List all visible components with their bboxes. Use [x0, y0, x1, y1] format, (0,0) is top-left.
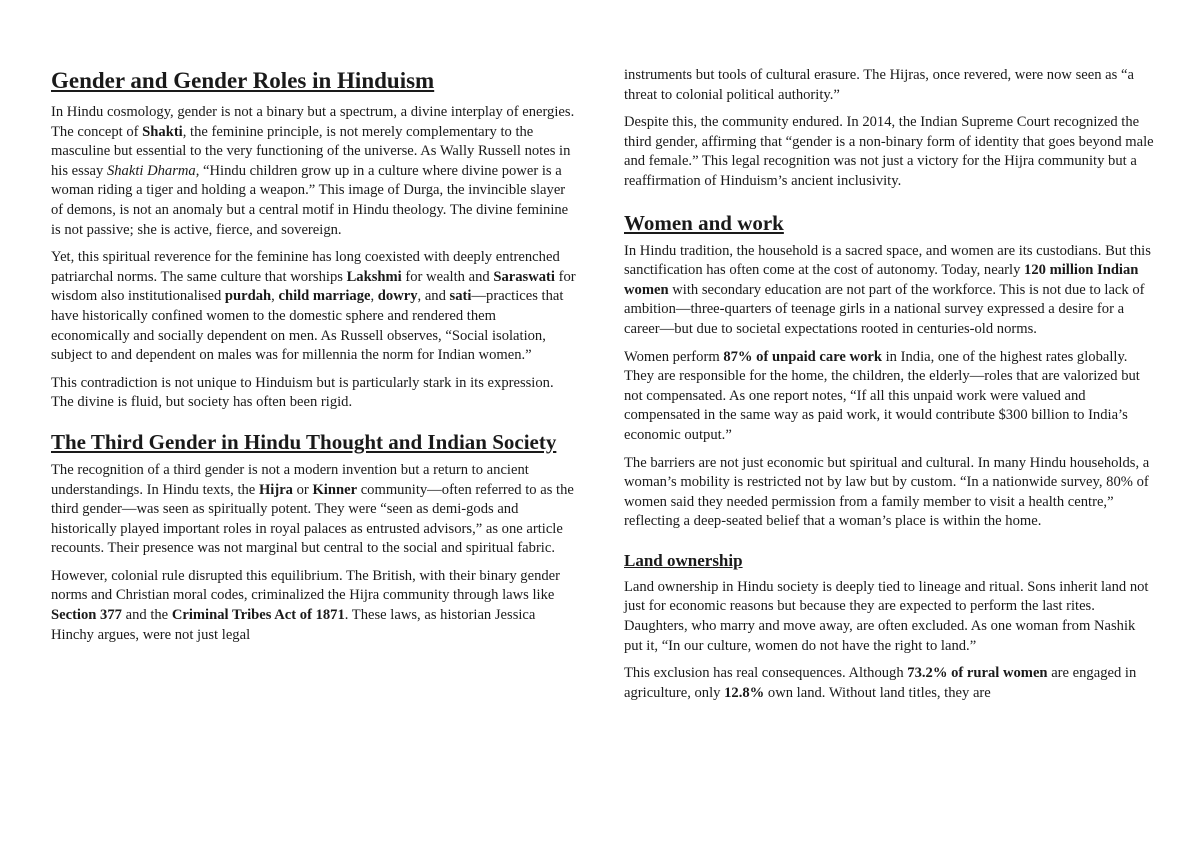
text-run: Yet, this spiritual reverence for the feminine has long coexisted with deeply entrenched patriarchal norms. The same culture that worships: [51, 249, 560, 285]
left-column: [51, 0, 577, 653]
text-run: ,: [271, 288, 279, 305]
bold-term: Shakti: [142, 123, 183, 140]
text-run: . These laws, as historian Jessica Hinchy argues, were not just legal: [51, 607, 536, 643]
bold-term: 120 million Indian women: [624, 262, 1139, 298]
paragraph: [51, 567, 577, 645]
text-run: ,: [370, 288, 378, 305]
bold-term: Saraswati: [493, 268, 555, 285]
bold-term: Kinner: [312, 481, 358, 498]
text-run: This contradiction is not unique to Hinduism but is particularly stark in its expression. The divine is fluid, but society has often been rigid.: [51, 374, 554, 411]
text-run: Despite this, the community endured. In 2014, the Indian Supreme Court recognized the third gender, affirming that “gender is a non-binary form of identity that goes beyond male and female.” This legal recognition was not just a victory for the Hijra community but a reaffirmation of Hinduism’s ancient inclusivity.: [624, 114, 1154, 189]
bold-term: 87% of unpaid care work: [723, 348, 882, 365]
text-run: and the: [121, 607, 172, 624]
text-run: In Hindu tradition, the household is a sacred space, and women are its custodians. But this sanctification has often come at the cost of autonomy. Today, nearly: [624, 242, 1151, 279]
text-run: The recognition of a third gender is not a modern invention but a return to ancient understandings. In Hindu texts, the: [51, 461, 529, 498]
text-run: In Hindu cosmology, gender is not a binary but a spectrum, a divine interplay of energies. The concept of: [51, 104, 575, 140]
paragraph: [51, 461, 577, 559]
bold-term: Hijra: [258, 481, 293, 498]
bold-term: 12.8%: [724, 684, 765, 701]
text-run: Land ownership in Hindu society is deeply tied to lineage and ritual. Sons inherit land not just for economic reasons but because they are expected to perform the last rites. Daughters, who marry and move away, are often excluded. As one woman from Nashik put it, “In our culture, women do not have the right to land.”: [624, 578, 1149, 654]
paragraph: [51, 248, 577, 366]
bold-term: Section 377: [51, 607, 122, 624]
text-run: are engaged in agriculture, only: [624, 665, 1137, 701]
bold-term: child marriage: [278, 288, 371, 305]
text-run: Women perform: [624, 348, 724, 365]
text-run: —practices that have historically confined women to the domestic sphere and rendered them economically and socially dependent on men. As Russell observes, “Social isolation, subject to and dependent on males was for millennia the norm for Indian women.”: [51, 288, 564, 364]
text-run: community—often referred to as the third gender—was seen as spiritually potent. They were “seen as demi-gods and historically played important roles in royal palaces as entrusted advisors,” as one article recounts. Their presence was not marginal but central to the social and spiritual fabric.: [51, 481, 574, 557]
bold-term: purdah: [224, 288, 272, 305]
section-heading-third-gender: The Third Gender in Hindu Thought and Indian Society: [51, 429, 557, 454]
text-run: , the feminine principle, is not merely complementary to the masculine but essential to the very functioning of the universe. As Wally Russell notes in his essay: [51, 123, 571, 179]
paragraph: [51, 374, 577, 413]
text-run: instruments but tools of cultural erasure. The Hijras, once revered, were now seen as “a threat to colonial political authority.”: [624, 67, 1134, 103]
bold-term: dowry: [377, 288, 418, 305]
paragraph: [51, 103, 577, 240]
text-run: However, colonial rule disrupted this equilibrium. The British, with their binary gender norms and Christian moral codes, criminalized the Hijra community through laws like: [51, 567, 561, 604]
text-run: own land. Without land titles, they are: [764, 684, 991, 701]
paragraph: [624, 113, 1154, 191]
section-heading-land-ownership: Land ownership: [624, 550, 743, 570]
bold-term: sati: [449, 288, 472, 305]
page-title: Gender and Gender Roles in Hinduism: [51, 68, 435, 93]
text-run: , and: [417, 288, 450, 305]
paragraph: [624, 66, 1154, 105]
text-run: , “Hindu children grow up in a culture where divine power is a woman riding a tiger and holding a weapon.” This image of Durga, the invincible slayer of demons, is not an anomaly but a central motif in Hindu theology. The divine feminine is not passive; she is active, fierce, and sovereign.: [51, 162, 569, 238]
paragraph: [624, 242, 1154, 340]
text-run: in India, one of the highest rates globally. They are responsible for the home, the children, the elderly—roles that are valorized but not compensated. As one report notes, “If all this unpaid work were valued and compensated in the same way as paid work, it would contribute $300 billion to India’s economic output.”: [624, 348, 1140, 443]
section-heading-women-work: Women and work: [624, 210, 784, 235]
text-run: for wealth and: [401, 268, 494, 285]
italic-title: Shakti Dharma: [106, 162, 196, 179]
text-run: or: [292, 481, 313, 498]
paragraph: [624, 578, 1154, 656]
paragraph: [624, 454, 1154, 532]
bold-term: Criminal Tribes Act of 1871: [171, 607, 345, 624]
text-run: for wisdom also institutionalised: [51, 268, 576, 305]
right-column: [624, 0, 1154, 711]
text-run: This exclusion has real consequences. Although: [624, 665, 908, 682]
text-run: with secondary education are not part of the workforce. This is not due to lack of ambition—three-quarters of teenage girls in a national survey expressed a desire for a career—but due to societal expectations rooted in centuries-old norms.: [624, 281, 1145, 337]
bold-term: Lakshmi: [346, 268, 402, 285]
paragraph: [624, 664, 1154, 703]
bold-term: 73.2% of rural women: [907, 665, 1048, 682]
text-run: The barriers are not just economic but spiritual and cultural. In many Hindu households, a woman’s mobility is restricted not by law but by custom. “In a nationwide survey, 80% of women said they needed permission from a family member to visit a health centre,” reflecting a deep-seated belief that a woman’s place is within the home.: [624, 454, 1150, 530]
paragraph: [624, 348, 1154, 446]
